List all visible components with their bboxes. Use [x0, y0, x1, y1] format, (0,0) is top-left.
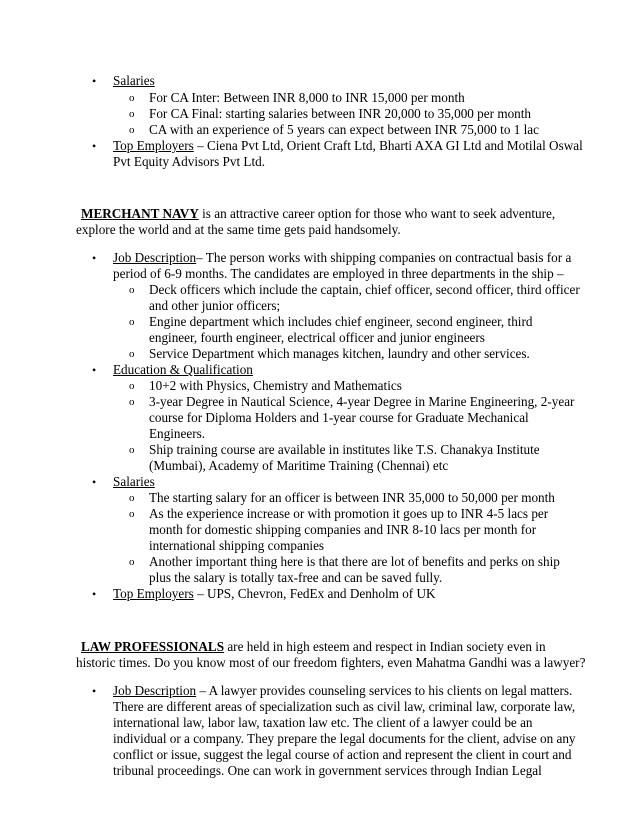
list-item: Engine department which includes chief engineer, second engineer, third	[149, 314, 533, 329]
education-label: Education & Qualification	[113, 362, 253, 377]
list-item: For CA Final: starting salaries between INR 20,000 to 35,000 per month	[149, 106, 532, 121]
merchant-heading: MERCHANT NAVY	[81, 206, 199, 221]
bullet-marker: •	[92, 74, 97, 88]
job-label: Job Description	[113, 250, 197, 265]
list-item-cont: plus the salary is totally tax-free and can be saved fully.	[149, 570, 443, 585]
law-intro: LAW PROFESSIONALS are held in high esteem and respect in Indian society even in	[81, 639, 546, 654]
list-item: Another important thing here is that there are lot of benefits and perks on ship	[149, 554, 560, 569]
list-item: The starting salary for an officer is between INR 35,000 to 50,000 per month	[149, 490, 555, 505]
list-item-cont: (Mumbai), Academy of Maritime Training (Chennai) etc	[149, 458, 449, 473]
list-item-cont: international shipping companies	[149, 538, 325, 553]
sub-marker: o	[129, 348, 135, 360]
employers-line-2: Pvt Equity Advisors Pvt Ltd.	[113, 154, 266, 169]
sub-marker: o	[129, 444, 135, 456]
list-item: Ship training course are available in institutes like T.S. Chanakya Institute	[149, 442, 540, 457]
law-job-line-5: conflict or issue, suggest the legal course of action and represent the client in court and	[113, 747, 572, 762]
merchant-intro-2: explore the world and at the same time gets paid handsomely.	[76, 222, 401, 237]
job-line-2: period of 6-9 months. The candidates are employed in three departments in the ship –	[113, 266, 564, 281]
bullet-marker: •	[92, 139, 97, 153]
bullet-marker: •	[92, 684, 97, 698]
law-job-line-3: international law, labor law, taxation law etc. The client of a lawyer could be an	[113, 715, 533, 730]
list-item-cont: engineer, fourth engineer, electrical officer and junior engineers	[149, 330, 485, 345]
employers-label: Top Employers	[113, 138, 194, 153]
law-heading: LAW PROFESSIONALS	[81, 639, 225, 654]
list-item: Deck officers which include the captain, chief officer, second officer, third officer	[149, 282, 580, 297]
law-job-line-4: individual or a company. They prepare the legal documents for the client, advise on any	[113, 731, 576, 746]
employers-line: Top Employers – UPS, Chevron, FedEx and Denholm of UK	[113, 586, 436, 601]
job-line: Job Description– The person works with shipping companies on contractual basis for a	[113, 250, 572, 265]
sub-marker: o	[129, 492, 135, 504]
list-item: CA with an experience of 5 years can expect between INR 75,000 to 1 lac	[149, 122, 539, 137]
sub-marker: o	[129, 92, 135, 104]
sub-marker: o	[129, 508, 135, 520]
law-job-line-2: There are different areas of specialization such as civil law, criminal law, corporate law,	[113, 699, 576, 714]
list-item: Service Department which manages kitchen, laundry and other services.	[149, 346, 530, 361]
employers-line: Top Employers – Ciena Pvt Ltd, Orient Craft Ltd, Bharti AXA GI Ltd and Motilal Oswal	[113, 138, 583, 153]
list-item-cont: course for Diploma Holders and 1-year course for Graduate Mechanical	[149, 410, 529, 425]
bullet-marker: •	[92, 251, 97, 265]
list-item: For CA Inter: Between INR 8,000 to INR 15,000 per month	[149, 90, 465, 105]
law-job-line-6: tribunal proceedings. One can work in government services through Indian Legal	[113, 763, 542, 778]
law-intro-2: historic times. Do you know most of our freedom fighters, even Mahatma Gandhi was a lawyer?	[76, 655, 586, 670]
bullet-marker: •	[92, 363, 97, 377]
salaries-label: Salaries	[113, 73, 155, 88]
list-item-cont: and other junior officers;	[149, 298, 281, 313]
list-item: As the experience increase or with promotion it goes up to INR 4-5 lacs per	[149, 506, 549, 521]
sub-marker: o	[129, 316, 135, 328]
sub-marker: o	[129, 124, 135, 136]
list-item-cont: month for domestic shipping companies and INR 8-10 lacs per month for	[149, 522, 537, 537]
sub-marker: o	[129, 284, 135, 296]
merchant-intro: MERCHANT NAVY is an attractive career option for those who want to seek adventure,	[81, 206, 556, 221]
list-item: 3-year Degree in Nautical Science, 4-year Degree in Marine Engineering, 2-year	[149, 394, 575, 409]
sub-marker: o	[129, 380, 135, 392]
sub-marker: o	[129, 396, 135, 408]
law-job-line: Job Description – A lawyer provides counseling services to his clients on legal matters.	[113, 683, 573, 698]
sub-marker: o	[129, 556, 135, 568]
list-item-cont: Engineers.	[149, 426, 206, 441]
bullet-marker: •	[92, 475, 97, 489]
bullet-marker: •	[92, 587, 97, 601]
sub-marker: o	[129, 108, 135, 120]
salaries-label: Salaries	[113, 474, 155, 489]
employers-label: Top Employers	[113, 586, 194, 601]
law-job-label: Job Description	[113, 683, 197, 698]
list-item: 10+2 with Physics, Chemistry and Mathematics	[149, 378, 402, 393]
